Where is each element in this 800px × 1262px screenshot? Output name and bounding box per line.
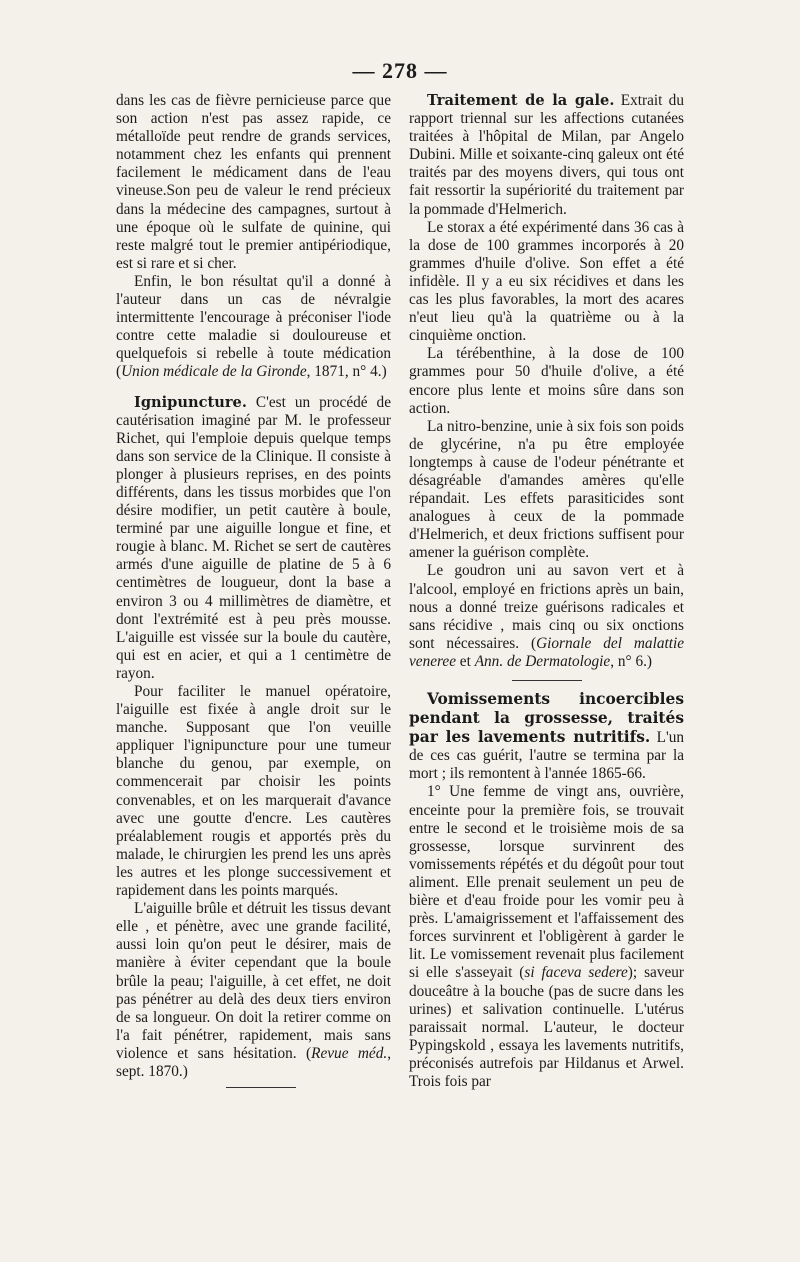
paragraph: Le storax a été expérimenté dans 36 cas à la dose de 100 grammes incorporés à 20 grammes d'huile d'olive. Son effet a été infidèle. Il y a eu six récidives et dans les cas les plus favorables, la mort des acares n'eut lieu qu'à la quatrième ou à la cinquième onction. — [409, 218, 684, 345]
paragraph-text: Extrait du rapport triennal sur les affections cutanées traitées à l'hôpital de Milan, par Angelo Dubini. Mille et soixante-cinq galeux ont été traités par des moyens divers, qui tous ont fait ressortir la supériorité du traitement par la pommade d'Helmerich. — [409, 92, 684, 218]
right-column — [409, 92, 684, 1091]
source-title: Giornale del malattie veneree — [409, 634, 685, 670]
section-rule — [226, 1087, 296, 1088]
source-title: Ann. de Dermatologie — [474, 652, 611, 670]
source-open: ( — [296, 1044, 312, 1062]
paragraph — [409, 783, 684, 1091]
section-rule — [512, 680, 582, 681]
left-column — [116, 92, 391, 1088]
paragraph-text: C'est un procédé de cautérisation imaginé par M. le professeur Richet, qui l'emploie depuis quelque temps dans son service de la Clinique. Il consiste à plonger à plusieurs reprises, en des points différents, dans les tissus morbides que l'on désire modifier, un petit cautère à boule, terminé par une aiguille longue et fine, et rougie à blanc. M. Richet se sert de cautères armés d'une aiguille de platine de 5 à 6 centimètres de lougueur, dont la base a environ 3 ou 4 millimètres de diamètre, et dont l'extrémité est à peu près mousse. L'aiguille est vissée sur la boule du cautère, qui est en acier, et qui a 1 centimètre de rayon. — [116, 393, 391, 682]
paragraph-text: L'aiguille brûle et détruit les tissus devant elle , et pénètre, avec une grande facilité, aussi loin qu'on peut le désirer, mais de manière à éviter cependant que la boule brûle la peau; l'aiguille, à cet effet, ne doit pas pénétrer au delà des deux tiers environ de sa longueur. On doit la retirer comme on l'a fait pénétrer, rapidement, mais sans violence et sans hésitation. — [116, 900, 391, 1062]
paragraph — [116, 273, 391, 382]
section-heading: Vomissements incoercibles pendant la grossesse, traités par les lavements nutritifs. — [409, 690, 684, 747]
source-open: ( — [116, 363, 122, 381]
source-tail: , sept. 1870.) — [116, 1044, 392, 1080]
paragraph-text: L'un de ces cas guérit, l'autre se termina par la mort ; ils remontent à l'année 1865-66. — [409, 729, 684, 783]
paragraph: Pour faciliter le manuel opératoire, l'aiguille est fixée à angle droit sur le manche. Supposant que l'on veuille appliquer l'ignipuncture pour une tumeur blanche du genou, par exemple, on commencerait par choisir les points convenables, et on les marquerait d'avance avec une goutte d'encre. Les cautères préalablement rougis et apportés près du malade, le chirurgien les prend les uns après les autres et les plonge successivement et rapidement dans les points marqués. — [116, 683, 391, 900]
paragraph: dans les cas de fièvre pernicieuse parce que son action n'est pas assez rapide, ce métalloïde peut rendre de grands services, notamment chez les enfants qui prennent facilement le médicament dans de l'eau vineuse.Son peu de valeur le rend précieux dans la médecine des campagnes, surtout à une époque où le sulfate de quinine, qui reste malgré tout le premier antipériodique, est si rare et si cher. — [116, 92, 391, 272]
paragraph — [409, 92, 684, 219]
paragraph: La nitro-benzine, unie à six fois son poids de glycérine, n'a pu être employée longtemps à cause de l'odeur pénétrante et désagréable d'amandes amères qu'elle répandait. Les effets parasiticides sont analogues à ceux de la pommade d'Helmerich, et deux frictions suffisent pour amener la guérison complète. — [409, 417, 684, 562]
source-title: Union médicale de la Gironde — [121, 363, 307, 381]
source-open: ( — [519, 634, 537, 652]
paragraph — [409, 562, 684, 671]
paragraph-text: Enfin, le bon résultat qu'il a donné à l'auteur dans un cas de névralgie intermittente l'encourage à préconiser l'iode contre cette maladie si douloureuse et quelquefois si rebelle à toute médication — [116, 272, 391, 363]
source-title: Revue méd. — [311, 1044, 388, 1062]
section-heading: Ignipuncture. — [134, 393, 247, 411]
page-number: — 278 — — [352, 58, 448, 83]
paragraph — [116, 900, 391, 1081]
source-tail: , n° 6.) — [610, 652, 653, 670]
paragraph-text: 1° Une femme de vingt ans, ouvrière, enceinte pour la première fois, se trouvait entre le second et le troisième mois de sa grossesse, lorsque survinrent des vomissements répétés et du dégoût pour tout aliment. Elle prenait seulement un peu de bière et d'eau froide pour les vomir peu à près. L'amaigrissement et l'affaissement des forces survinrent et l'obligèrent à garder le lit. Le vomissement revenait plus facilement si elle s'asseyait — [409, 783, 684, 982]
paragraph-text: Le goudron uni au savon vert et à l'alcool, employé en frictions après un bain, nous a donné treize guérisons radicales et sans récidive , mais cinq ou six onctions sont nécessaires. — [409, 562, 684, 652]
source-mid: et — [455, 652, 475, 670]
paragraph — [116, 394, 391, 684]
paragraph-text: ); saveur douceâtre à la bouche (pas de sucre dans les urines) et salivation continuelle. L'utérus paraissait normal. L'auteur, le docteur Pypingskold , essaya les lavements nutritifs, préconisés autrefois par Hildanus et Arwel. Trois fois par — [409, 964, 685, 1090]
italic-open: ( — [512, 964, 525, 982]
paragraph — [409, 690, 684, 783]
section-heading: Traitement de la gale. — [427, 92, 615, 109]
source-tail: , 1871, n° 4.) — [306, 363, 387, 381]
section-gap — [116, 382, 391, 394]
paragraph: La térébenthine, à la dose de 100 grammes pour 50 d'huile d'olive, a été encore plus lente et moins sûre dans son action. — [409, 345, 684, 417]
italic-phrase: si faceva sedere — [524, 964, 628, 982]
